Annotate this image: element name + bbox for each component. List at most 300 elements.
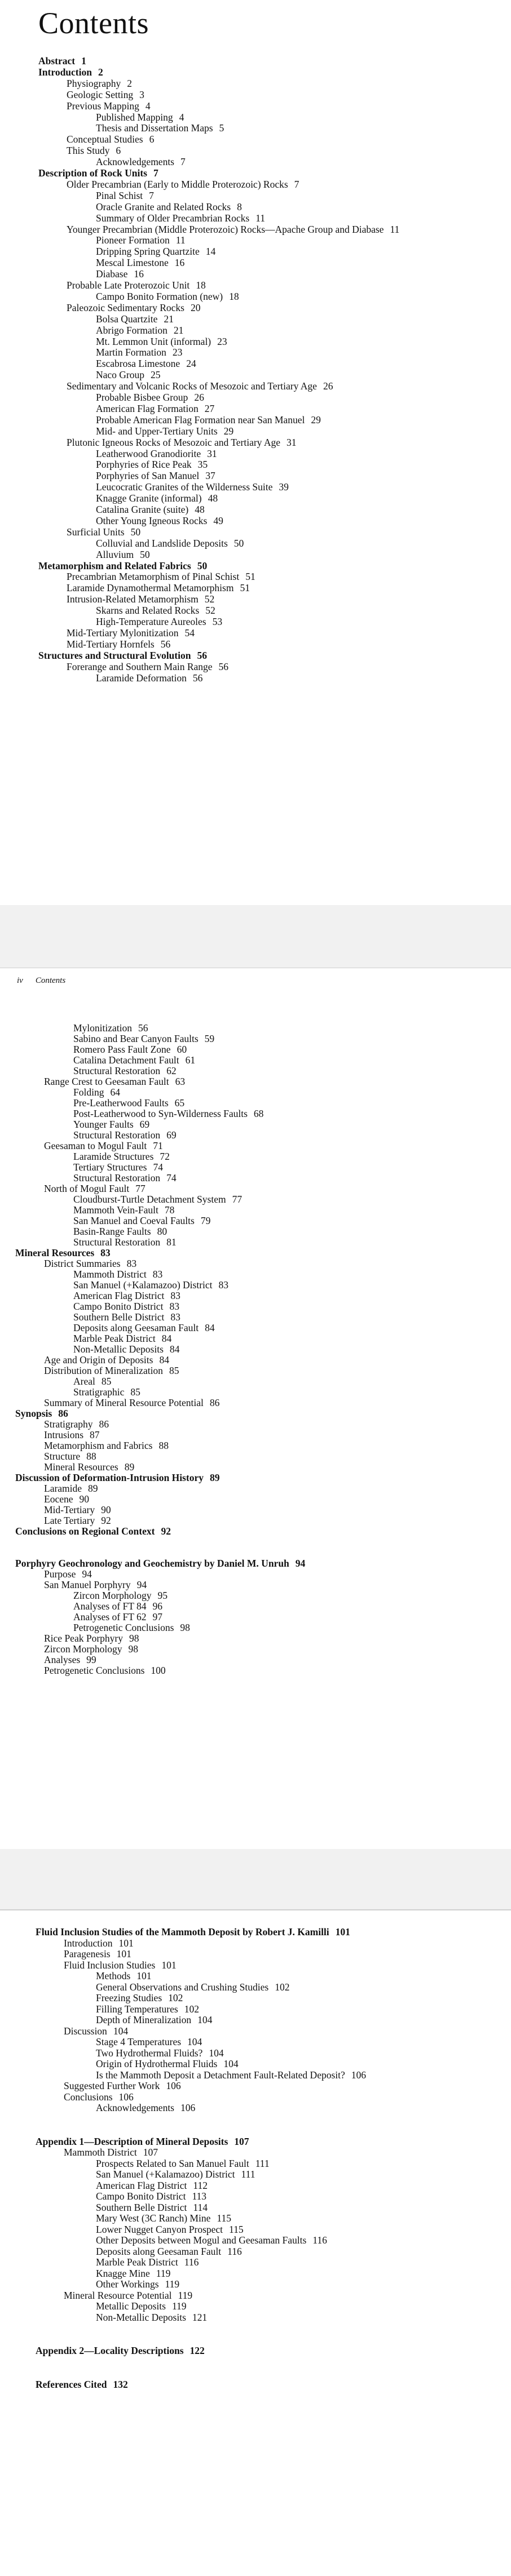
toc-entry[interactable] [67,572,256,582]
toc-entry-page: 106 [118,2091,134,2103]
toc-entry-page: 101 [335,1926,350,1937]
toc-entry[interactable] [67,527,140,538]
toc-entry[interactable] [96,191,154,201]
toc-entry[interactable] [96,269,144,280]
toc-entry-title: District Summaries [44,1258,121,1269]
toc-entry[interactable] [44,1505,111,1515]
toc-entry[interactable] [96,1971,152,1981]
toc-entry-title: Depth of Mineralization [96,2014,192,2025]
toc-entry[interactable] [96,2181,208,2191]
toc-entry[interactable] [67,382,333,392]
toc-entry[interactable] [96,427,234,437]
toc-entry[interactable] [73,1387,140,1398]
toc-entry[interactable] [73,1023,148,1034]
toc-entry-page: 86 [58,1408,68,1419]
toc-entry-title: Catalina Granite (suite) [96,504,189,515]
toc-entry-page: 29 [223,425,234,437]
toc-section-heading[interactable] [36,2137,249,2147]
toc-entry-title: Laramide [44,1483,82,1494]
toc-entry[interactable] [73,1120,149,1130]
toc-entry-page: 6 [149,134,155,145]
toc-entry[interactable] [64,1949,131,1959]
toc-entry[interactable] [96,449,217,459]
toc-entry-title: Precambrian Metamorphism of Pinal Schist [67,571,240,583]
toc-entry[interactable] [96,2280,179,2290]
toc-entry-title: Metamorphism and Related Fabrics [38,560,191,571]
toc-entry[interactable] [44,1430,100,1440]
toc-entry-page: 26 [323,380,333,392]
toc-entry[interactable] [96,123,224,134]
toc-entry[interactable] [96,214,265,224]
toc-entry[interactable] [44,1452,96,1462]
toc-entry-title: Analyses of FT 84 [73,1600,147,1612]
toc-page-2 [0,968,511,1849]
toc-entry[interactable] [96,2214,231,2224]
toc-entry[interactable] [96,673,202,684]
toc-entry[interactable] [96,2247,242,2257]
toc-entry-title: Distribution of Mineralization [44,1365,163,1376]
toc-entry[interactable] [73,1280,228,1291]
toc-entry-page: 87 [90,1429,100,1440]
toc-entry[interactable] [44,1462,134,1473]
toc-entry-page: 64 [110,1087,120,1098]
toc-entry-page: 23 [217,335,227,347]
toc-entry[interactable] [96,2059,239,2069]
toc-entry[interactable] [96,2269,170,2279]
toc-entry[interactable] [44,1484,98,1494]
toc-entry-page: 3 [139,88,144,100]
toc-entry-title: Campo Bonito Formation (new) [96,290,223,302]
toc-entry[interactable] [73,1313,180,1323]
toc-entry[interactable] [96,2049,224,2059]
toc-section-heading[interactable] [15,1409,68,1419]
toc-entry-page: 2 [127,77,132,89]
toc-entry[interactable] [67,146,121,156]
toc-entry-page: 24 [186,358,196,370]
toc-entry[interactable] [96,2313,207,2323]
toc-entry-page: 96 [152,1600,162,1612]
toc-entry-page: 94 [82,1568,92,1580]
toc-entry[interactable] [96,370,161,380]
toc-entry-title: References Cited [36,2378,107,2390]
toc-entry-title: Published Mapping [96,111,173,123]
toc-entry-title: Non-Metallic Deposits [96,2311,186,2323]
toc-entry[interactable] [73,1270,162,1280]
toc-entry[interactable] [96,2070,366,2081]
toc-entry-title: Conclusions on Regional Context [15,1526,155,1537]
toc-entry[interactable] [96,550,150,560]
toc-entry-page: 11 [390,223,400,235]
toc-entry-page: 85 [101,1376,112,1387]
toc-entry-title: Mid-Tertiary [44,1504,95,1515]
toc-entry[interactable] [96,2258,199,2268]
toc-section-heading[interactable] [36,2380,128,2390]
toc-entry[interactable] [73,1302,179,1312]
toc-entry-page: 2 [98,66,103,78]
toc-entry[interactable] [67,662,228,672]
toc-entry[interactable] [96,326,183,336]
toc-entry-page: 37 [205,470,215,482]
toc-entry[interactable] [64,2092,134,2103]
toc-section-heading[interactable] [38,561,207,571]
toc-entry[interactable] [44,1516,111,1526]
toc-entry[interactable] [96,2170,255,2180]
toc-entry[interactable] [67,135,154,145]
toc-entry[interactable] [96,314,174,325]
toc-entry-page: 116 [312,2234,327,2246]
toc-entry-title: Knagge Granite (informal) [96,493,202,504]
toc-entry-title: Probable Late Proterozoic Unit [67,280,190,291]
toc-entry-title: High-Temperature Aureoles [96,616,206,627]
toc-entry-page: 89 [88,1483,98,1494]
toc-entry[interactable] [73,1602,162,1612]
toc-entry[interactable] [44,1644,138,1655]
toc-entry-page: 71 [153,1140,163,1151]
toc-entry-page: 21 [173,324,184,336]
toc-entry[interactable] [44,1666,166,1676]
toc-entry[interactable] [67,640,170,650]
toc-section-heading[interactable] [38,651,207,661]
toc-entry[interactable] [73,1098,184,1109]
toc-entry[interactable] [64,1961,177,1971]
toc-entry[interactable] [73,1152,170,1162]
toc-entry-title: Discussion [64,2025,107,2037]
toc-entry-title: Mescal Limestone [96,257,169,269]
toc-entry-title: Eocene [44,1493,73,1505]
toc-entry[interactable] [67,595,214,605]
toc-entry-title: Metallic Deposits [96,2300,166,2312]
toc-entry-title: Mt. Lemmon Unit (informal) [96,335,212,347]
toc-entry[interactable] [96,617,222,627]
toc-entry-page: 4 [145,100,151,112]
toc-entry[interactable] [44,1634,139,1644]
toc-entry-page: 119 [156,2267,171,2279]
toc-entry-page: 6 [116,145,121,157]
toc-entry-title: Metamorphism and Fabrics [44,1440,153,1451]
toc-entry[interactable] [96,258,184,268]
toc-entry[interactable] [64,2027,128,2037]
toc-entry[interactable] [73,1034,214,1044]
toc-entry-title: Mary West (3C Ranch) Mine [96,2213,211,2224]
toc-entry-page: 27 [204,402,215,414]
toc-section-heading[interactable] [15,1473,219,1483]
toc-entry-title: Paleozoic Sedimentary Rocks [67,302,184,313]
toc-entry-title: Structural Restoration [73,1236,161,1248]
toc-section-heading[interactable] [38,68,103,78]
toc-entry-title: Geologic Setting [67,88,134,100]
toc-entry-page: 102 [184,2003,199,2015]
toc-entry[interactable] [73,1623,190,1633]
toc-entry-page: 102 [168,1992,183,2003]
toc-entry-page: 54 [184,627,195,639]
toc-entry-title: Acknowledgements [96,156,174,168]
toc-entry[interactable] [73,1056,195,1066]
toc-entry[interactable] [96,2192,206,2202]
toc-entry-title: Stratigraphic [73,1386,125,1398]
toc-entry-title: Marble Peak District [73,1333,156,1344]
toc-entry[interactable] [64,2148,158,2158]
toc-section-heading[interactable] [15,1527,171,1537]
toc-entry-page: 14 [205,246,216,258]
toc-entry-title: San Manuel (+Kalamazoo) District [96,2169,235,2180]
toc-entry-title: Filling Temperatures [96,2003,178,2015]
toc-entry[interactable] [67,90,144,100]
toc-entry[interactable] [96,505,205,515]
toc-page-3 [0,1910,511,2576]
running-head-title: Contents [35,976,66,985]
toc-entry-page: 98 [180,1622,190,1633]
toc-entry[interactable] [96,2103,195,2113]
toc-entry[interactable] [64,2291,192,2301]
toc-entry[interactable] [96,471,215,481]
toc-entry-title: Discussion of Deformation-Intrusion History [15,1472,204,1483]
toc-entry-page: 52 [204,593,215,605]
toc-entry[interactable] [73,1238,177,1248]
toc-entry[interactable] [73,1216,210,1226]
toc-entry[interactable] [44,1569,92,1580]
toc-entry-page: 111 [255,2157,270,2169]
toc-entry[interactable] [67,583,250,593]
toc-entry[interactable] [73,1334,171,1344]
toc-entry-page: 98 [129,1633,139,1644]
toc-entry[interactable] [73,1612,162,1622]
toc-entry-page: 60 [177,1044,187,1055]
toc-entry[interactable] [67,628,195,639]
toc-entry-page: 84 [159,1354,169,1365]
toc-entry-page: 83 [170,1290,180,1301]
toc-entry-page: 83 [126,1258,137,1269]
toc-entry[interactable] [73,1227,167,1237]
toc-entry[interactable] [44,1077,185,1087]
toc-entry[interactable] [73,1291,180,1301]
toc-entry[interactable] [73,1195,242,1205]
toc-entry[interactable] [73,1591,168,1601]
toc-entry[interactable] [96,404,214,414]
toc-entry[interactable] [73,1205,174,1216]
toc-entry-page: 83 [169,1301,179,1312]
toc-entry-title: Two Hydrothermal Fluids? [96,2047,203,2059]
toc-entry-title: Laramide Dynamothermal Metamorphism [67,582,234,594]
toc-entry-page: 56 [197,649,207,661]
toc-entry[interactable] [96,482,289,493]
toc-entry[interactable] [96,460,208,470]
toc-entry[interactable] [73,1377,111,1387]
toc-entry-title: Introduction [64,1937,113,1949]
toc-entry[interactable] [96,2037,202,2047]
toc-entry-title: Mid-Tertiary Mylonitization [67,627,179,639]
toc-entry-title: Mid-Tertiary Hornfels [67,638,155,650]
toc-entry-title: Fluid Inclusion Studies of the Mammoth Deposit by Robert J. Kamilli [36,1926,329,1937]
toc-entry-page: 97 [152,1611,162,1622]
toc-entry[interactable] [96,2203,208,2213]
toc-entry-page: 95 [157,1590,168,1601]
toc-entry[interactable] [67,438,297,448]
toc-entry-title: San Manuel and Coeval Faults [73,1215,195,1226]
toc-entry-page: 106 [166,2080,181,2091]
toc-entry-title: San Manuel (+Kalamazoo) District [73,1279,213,1291]
toc-entry[interactable] [96,606,215,616]
toc-entry[interactable] [96,202,242,212]
toc-entry[interactable] [96,539,244,549]
toc-section-heading[interactable] [38,56,86,66]
toc-entry[interactable] [96,157,186,167]
toc-entry[interactable] [67,79,132,89]
toc-entry-page: 69 [166,1129,177,1141]
toc-entry[interactable] [96,337,227,347]
toc-entry-title: Escabrosa Limestone [96,358,180,370]
toc-entry-title: Mammoth Vein-Fault [73,1204,158,1216]
toc-entry[interactable] [73,1088,120,1098]
toc-section-heading[interactable] [15,1559,305,1569]
toc-entry[interactable] [44,1655,96,1665]
toc-entry[interactable] [96,494,218,504]
toc-entry[interactable] [73,1045,187,1055]
toc-entry-page: 61 [185,1054,196,1066]
toc-entry[interactable] [96,516,223,526]
toc-entry-title: Colluvial and Landslide Deposits [96,537,228,549]
toc-entry-title: Porphyries of Rice Peak [96,459,192,471]
toc-entry[interactable] [96,1983,289,1993]
toc-entry-page: 90 [101,1504,111,1515]
toc-entry-page: 74 [166,1172,177,1183]
toc-entry[interactable] [44,1141,163,1151]
toc-entry-page: 121 [192,2311,208,2323]
toc-entry[interactable] [96,415,321,425]
toc-entry-page: 69 [139,1119,150,1130]
toc-entry[interactable] [96,2159,270,2169]
toc-entry[interactable] [44,1259,136,1269]
toc-entry-page: 113 [192,2191,207,2202]
toc-entry-title: Stage 4 Temperatures [96,2036,182,2047]
toc-entry[interactable] [96,348,182,358]
toc-entry-title: Other Workings [96,2278,159,2290]
toc-entry-page: 112 [193,2179,208,2191]
toc-entry-title: General Observations and Crushing Studies [96,1981,269,1993]
toc-entry[interactable] [96,292,239,302]
toc-entry-title: Younger Faults [73,1119,134,1130]
toc-entry-page: 94 [136,1579,147,1590]
toc-entry-page: 5 [219,122,224,134]
toc-entry[interactable] [73,1173,177,1183]
toc-entry-title: Basin-Range Faults [73,1226,151,1237]
toc-entry-title: Conclusions [64,2091,113,2103]
toc-entry-page: 65 [174,1097,185,1109]
toc-section-heading[interactable] [36,1927,350,1937]
toc-entry-title: American Flag District [96,2179,187,2191]
toc-entry[interactable] [96,393,204,403]
toc-entry[interactable] [44,1495,89,1505]
toc-entry[interactable] [64,1939,134,1949]
toc-entry[interactable] [67,281,206,291]
toc-entry[interactable] [96,2005,199,2015]
toc-entry-page: 7 [153,167,158,179]
toc-entry[interactable] [96,2225,244,2235]
toc-entry-page: 88 [158,1440,169,1451]
toc-entry-title: Zircon Morphology [44,1643,122,1655]
toc-entry[interactable] [73,1323,215,1333]
toc-entry-page: 92 [161,1526,171,1537]
toc-entry-title: Purpose [44,1568,76,1580]
toc-entry[interactable] [44,1580,147,1590]
toc-entry[interactable] [44,1420,109,1430]
toc-entry-title: Paragenesis [64,1948,111,1959]
toc-entry[interactable] [96,247,215,257]
toc-section-heading[interactable] [36,2346,205,2356]
toc-entry-title: Other Deposits between Mogul and Geesaman Faults [96,2234,307,2246]
toc-entry-title: Cloudburst-Turtle Detachment System [73,1194,226,1205]
toc-entry[interactable] [44,1366,179,1376]
toc-entry-page: 107 [234,2135,249,2147]
toc-entry[interactable] [73,1163,163,1173]
toc-entry-page: 52 [205,605,215,617]
toc-entry[interactable] [96,236,186,246]
toc-entry[interactable] [67,225,399,235]
toc-entry[interactable] [73,1109,263,1119]
toc-section-heading[interactable] [15,1248,111,1258]
toc-entry[interactable] [44,1184,146,1194]
toc-entry[interactable] [96,2302,187,2312]
page-number: iv [17,976,23,985]
toc-entry-page: 56 [192,672,203,684]
toc-entry-title: American Flag District [73,1290,165,1301]
toc-entry-title: Probable Bisbee Group [96,392,188,403]
toc-entry-title: Pinal Schist [96,189,143,201]
toc-entry-page: 101 [161,1959,177,1971]
toc-entry[interactable] [44,1355,169,1365]
toc-entry-page: 80 [157,1226,168,1237]
toc-entry[interactable] [44,1398,219,1408]
toc-entry-page: 79 [200,1215,211,1226]
toc-entry[interactable] [73,1130,177,1141]
toc-entry-title: Deposits along Geesaman Fault [96,2245,222,2257]
toc-entry[interactable] [96,113,184,123]
toc-entry-page: 48 [208,493,218,504]
toc-entry-title: Freezing Studies [96,1992,162,2003]
toc-entry-page: 107 [143,2147,158,2158]
toc-entry-page: 48 [195,504,205,515]
toc-entry[interactable] [96,2236,327,2246]
toc-entry[interactable] [73,1345,179,1355]
toc-page-1 [0,0,511,905]
toc-entry[interactable] [73,1066,177,1076]
toc-entry-title: Analyses of FT 62 [73,1611,147,1622]
toc-entry-title: Appendix 2—Locality Descriptions [36,2345,184,2356]
toc-entry[interactable] [67,101,151,112]
toc-entry-title: Areal [73,1376,95,1387]
toc-entry[interactable] [64,2081,181,2091]
toc-entry[interactable] [67,180,299,190]
toc-entry-page: 49 [213,515,223,526]
toc-entry[interactable] [96,2015,212,2025]
toc-entry-title: Structural Restoration [73,1172,161,1183]
toc-entry[interactable] [44,1441,169,1451]
toc-entry-title: Diabase [96,268,128,280]
toc-entry-page: 84 [169,1344,180,1355]
toc-entry-title: Description of Rock Units [38,167,147,179]
toc-entry[interactable] [67,303,200,313]
toc-entry-page: 16 [174,257,185,269]
toc-entry[interactable] [96,1993,183,2003]
toc-entry-page: 86 [209,1397,220,1408]
toc-section-heading[interactable] [38,169,158,179]
toc-entry-page: 29 [311,414,321,425]
toc-entry-page: 11 [175,234,186,246]
toc-entry-title: Alluvium [96,548,134,560]
toc-entry[interactable] [96,359,196,369]
toc-entry-page: 31 [207,447,217,459]
toc-entry-title: Catalina Detachment Fault [73,1054,179,1066]
toc-entry-page: 88 [86,1451,96,1462]
